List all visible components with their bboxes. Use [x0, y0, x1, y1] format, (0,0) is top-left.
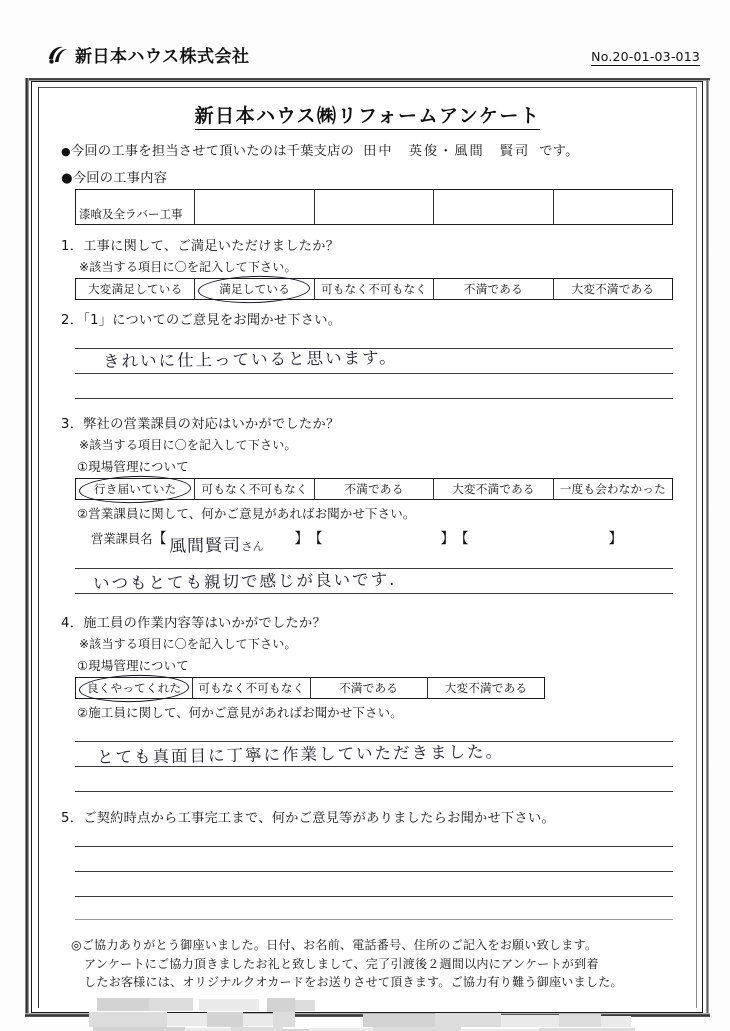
- question-2-text: 「1」についてのご意見をお聞かせ下さい。: [83, 313, 342, 328]
- work-content-label-row: [61, 167, 674, 186]
- bracket-close-1: 】: [294, 531, 309, 547]
- question-2-number: 2．: [61, 313, 84, 328]
- document-header: [0, 42, 730, 76]
- bracket-close-2: 】: [440, 531, 455, 547]
- q3-option-0[interactable]: 行き届いていた: [76, 479, 195, 499]
- q1-option-1[interactable]: 満足している: [195, 279, 314, 299]
- work-cell-3[interactable]: [315, 190, 434, 224]
- question-1-options: [75, 278, 673, 300]
- q4-option-3[interactable]: 大変不満である: [444, 681, 528, 695]
- question-3-note: ※該当する項目に〇を記入して下さい。: [79, 438, 297, 452]
- q4-line-3: [75, 791, 673, 792]
- scan-edge-right: [706, 80, 709, 1016]
- question-1-heading: [61, 235, 674, 254]
- notice-separator: [75, 919, 673, 920]
- q1-option-3[interactable]: 不満である: [434, 279, 553, 299]
- q1-option-0[interactable]: 大変満足している: [76, 279, 195, 299]
- work-content-table: [75, 189, 673, 225]
- intro-text-after: です。: [539, 144, 579, 159]
- form-content: [39, 101, 696, 1031]
- question-3-text: 弊社の営業課員の対応はいかがでしたか？: [83, 417, 340, 432]
- q2-line-2: [75, 373, 673, 374]
- work-cell-1[interactable]: 漆喰及全ラバー工事: [76, 190, 195, 224]
- q5-line-1: [75, 846, 673, 847]
- intro-line: [61, 140, 674, 159]
- bracket-open-2: 【: [308, 531, 323, 547]
- intro-text-before: 今回の工事を担当させて頂いたのは千葉支店の: [70, 144, 355, 159]
- q5-line-3: [75, 896, 673, 897]
- bracket-close-3: 】: [608, 531, 623, 547]
- question-4-number: 4．: [61, 616, 84, 631]
- question-4-answer-handwriting: とても真面目に丁寧に作業していただきました。: [96, 742, 505, 767]
- bracket-open-1: 【: [152, 531, 167, 547]
- bracket-open-3: 【: [454, 531, 469, 547]
- q5-line-2: [75, 871, 673, 872]
- q3-option-4[interactable]: 一度も会わなかった: [559, 482, 666, 496]
- question-4-sub2-label: ②施工員に関して、何かご意見があればお聞かせ下さい。: [77, 705, 403, 720]
- bullet-icon-2: ●: [61, 171, 73, 186]
- q3-option-2[interactable]: 不満である: [315, 479, 434, 499]
- q3-line-2: [75, 593, 673, 594]
- work-cell-5[interactable]: [554, 190, 672, 224]
- q1-option-2[interactable]: 可もなく不可もなく: [315, 279, 434, 299]
- question-3-heading: [61, 413, 674, 432]
- question-2-answer-area[interactable]: [75, 348, 674, 399]
- question-1-text: 工事に関して、ご満足いただけましたか？: [83, 239, 340, 254]
- question-4-answer-area[interactable]: [75, 741, 674, 792]
- q2-line-3: [75, 398, 673, 399]
- scan-edge-left: [25, 78, 29, 1016]
- q1-option-4[interactable]: 大変不満である: [571, 282, 655, 296]
- question-3-sub2-label: ②営業課員に関して、何かご意見があればお聞かせ下さい。: [77, 506, 416, 521]
- question-1-number: 1．: [61, 239, 84, 254]
- question-4-heading: [61, 612, 674, 631]
- work-cell-2[interactable]: [195, 190, 314, 224]
- question-4-options: [75, 677, 545, 699]
- bullet-icon: ●: [61, 145, 71, 158]
- staff-name-handwriting: 風間賢司さん: [168, 535, 264, 557]
- q3-option-3[interactable]: 大変不満である: [434, 479, 553, 499]
- notice-line-2: アンケートにご協力頂きましたお礼と致しまして、完了引渡後２週間以内にアンケートが到着: [84, 956, 599, 971]
- question-2-answer-handwriting: きれいに仕上っていると思います。: [102, 347, 398, 372]
- question-3-number: 3．: [61, 417, 84, 432]
- work-cell-4[interactable]: [434, 190, 553, 224]
- document-number: No.20-01-03-013: [591, 49, 700, 64]
- question-4-note: ※該当する項目に〇を記入して下さい。: [79, 637, 297, 651]
- question-3-answer-area[interactable]: [75, 568, 674, 594]
- notice-line-3: したお客様には、オリジナルクオカードをお送りさせて頂きます。ご協力有り難う御座いました。: [84, 975, 623, 990]
- question-4-sub-label: ①現場管理について: [77, 658, 189, 673]
- question-3-sub-label: ①現場管理について: [77, 459, 189, 474]
- page-title-text: 新日本ハウス㈱リフォームアンケート: [195, 105, 541, 130]
- form-outer-frame: [31, 81, 703, 1013]
- question-2-heading: [61, 309, 674, 328]
- q4-option-0[interactable]: 良くやってくれた: [76, 678, 193, 698]
- staff-names: 田中 英俊・風間 賢司: [363, 144, 531, 159]
- company-logo: [46, 42, 250, 67]
- q4-option-2[interactable]: 不満である: [311, 678, 428, 698]
- company-name: 新日本ハウス株式会社: [75, 47, 250, 67]
- footer-notice: [71, 936, 674, 992]
- q4-option-1[interactable]: 可もなく不可もなく: [193, 678, 310, 698]
- form-inner-frame: [38, 87, 697, 1008]
- question-3-options: [75, 478, 673, 500]
- work-content-label: 今回の工事内容: [72, 171, 168, 186]
- redacted-personal-info: [77, 998, 677, 1031]
- question-5-heading: [61, 807, 674, 826]
- staff-name-field-row: [91, 528, 674, 557]
- notice-line-1: ◎ご協力ありがとう御座いました。日付、お名前、電話番号、住所のご記入をお願い致します。: [71, 938, 598, 952]
- staff-name-field-label: 営業課員名: [91, 532, 153, 546]
- question-1-note: ※該当する項目に〇を記入して下さい。: [79, 260, 297, 274]
- question-5-answer-area[interactable]: [75, 846, 674, 897]
- q3-option-1[interactable]: 可もなく不可もなく: [195, 479, 314, 499]
- question-3-answer-handwriting: いつもとても親切で感じが良いです.: [92, 569, 397, 594]
- question-4-text: 施工員の作業内容等はいかがでしたか？: [83, 616, 326, 631]
- question-5-number: 5．: [61, 811, 84, 826]
- swoosh-logo-icon: [46, 43, 70, 67]
- page-title: [61, 101, 674, 128]
- question-5-text: ご契約時点から工事完工まで、何かご意見等がありましたらお聞かせ下さい。: [83, 811, 555, 826]
